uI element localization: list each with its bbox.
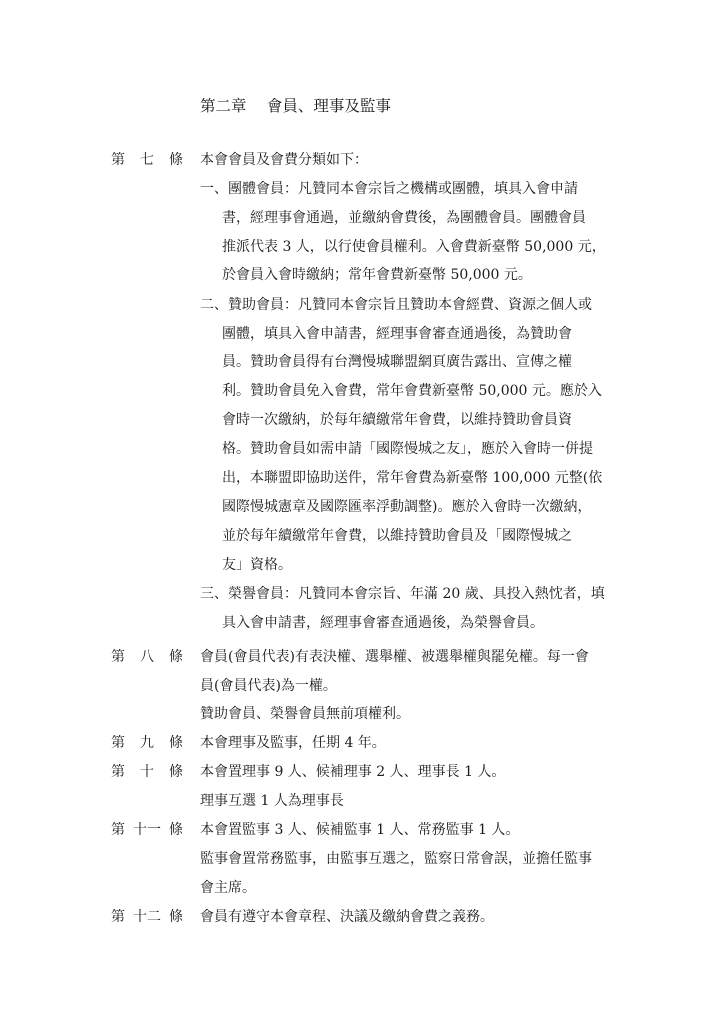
article-7-line: 具入會申請書，經理事會審查通過後，為榮譽會員。 [222, 615, 544, 631]
article-7-number [111, 151, 183, 169]
article-7-line: 會時一次繳納，於每年續繳常年會費，以維持贊助會員資 [222, 412, 572, 428]
article-10-number [111, 763, 183, 781]
article-11-line: 本會置監事 3 人、候補監事 1 人、常務監事 1 人。 [200, 822, 520, 838]
article-9-number [111, 734, 183, 752]
article-8-line: 會員(會員代表)有表決權、選舉權、被選舉權與罷免權。每一會 [200, 649, 589, 665]
article-8-line: 員(會員代表)為一權。 [200, 678, 337, 694]
article-7-line: 利。贊助會員免入會費，常年會費新臺幣 50,000 元。應於入 [222, 383, 602, 399]
article-number-char: 第 [111, 909, 125, 925]
article-12-number [111, 908, 183, 926]
article-number-char: 條 [169, 152, 183, 168]
article-7-line: 格。贊助會員如需申請「國際慢城之友」，應於入會時一併提 [222, 441, 593, 457]
article-number-char: 十一 [133, 822, 161, 838]
article-number-char: 十二 [133, 909, 161, 925]
article-7-line: 員。贊助會員得有台灣慢城聯盟網頁廣告露出、宣傳之權 [222, 354, 572, 370]
article-10-line: 理事互選 1 人為理事長 [200, 793, 344, 809]
article-7-line: 出，本聯盟即協助送件，常年會費為新臺幣 100,000 元整(依 [222, 470, 603, 486]
article-7-line: 國際慢城憲章及國際匯率浮動調整)。應於入會時一次繳納， [222, 499, 592, 515]
article-7-line: 並於每年續繳常年會費，以維持贊助會員及「國際慢城之 [222, 528, 572, 544]
article-number-char: 第 [111, 764, 125, 780]
article-number-char: 條 [169, 649, 183, 665]
article-12-line: 會員有遵守本會章程、決議及繳納會費之義務。 [200, 909, 494, 925]
article-9-line: 本會理事及監事，任期 4 年。 [200, 735, 386, 751]
article-11-line: 會主席。 [200, 880, 256, 896]
article-7-line: 友」資格。 [222, 557, 292, 573]
article-7-line: 書，經理事會通過，並繳納會費後，為團體會員。團體會員 [222, 210, 586, 226]
article-number-char: 條 [169, 822, 183, 838]
article-11-line: 監事會置常務監事，由監事互選之，監察日常會誤，並擔任監事 [200, 851, 592, 867]
article-7-line: 推派代表 3 人，以行使會員權利。入會費新臺幣 50,000 元， [222, 239, 606, 255]
article-number-char: 第 [111, 822, 125, 838]
article-10-line: 本會置理事 9 人、候補理事 2 人、理事長 1 人。 [200, 764, 506, 780]
article-7-line: 一、團體會員：凡贊同本會宗旨之機構或團體，填具入會申請 [200, 181, 578, 197]
article-number-char: 條 [169, 764, 183, 780]
article-7-line: 於會員入會時繳納；常年會費新臺幣 50,000 元。 [222, 267, 532, 283]
article-number-char: 第 [111, 649, 125, 665]
article-number-char: 七 [140, 152, 154, 168]
article-7-line: 本會會員及會費分類如下： [200, 152, 368, 168]
article-number-char: 九 [140, 735, 154, 751]
article-8-number [111, 648, 183, 666]
article-number-char: 八 [140, 649, 154, 665]
article-8-line: 贊助會員、榮譽會員無前項權利。 [200, 706, 410, 722]
article-7-line: 三、榮譽會員：凡贊同本會宗旨、年滿 20 歲、具投入熱忱者，填 [200, 586, 605, 602]
article-number-char: 條 [169, 735, 183, 751]
chapter-title: 第二章 會員、理事及監事 [200, 97, 391, 115]
article-number-char: 條 [169, 909, 183, 925]
article-7-line: 團體，填具入會申請書，經理事會審查通過後，為贊助會 [222, 326, 572, 342]
article-7-line: 二、贊助會員：凡贊同本會宗旨且贊助本會經費、資源之個人或 [200, 297, 592, 313]
article-11-number [111, 821, 183, 839]
article-number-char: 第 [111, 735, 125, 751]
article-number-char: 第 [111, 152, 125, 168]
article-number-char: 十 [140, 764, 154, 780]
